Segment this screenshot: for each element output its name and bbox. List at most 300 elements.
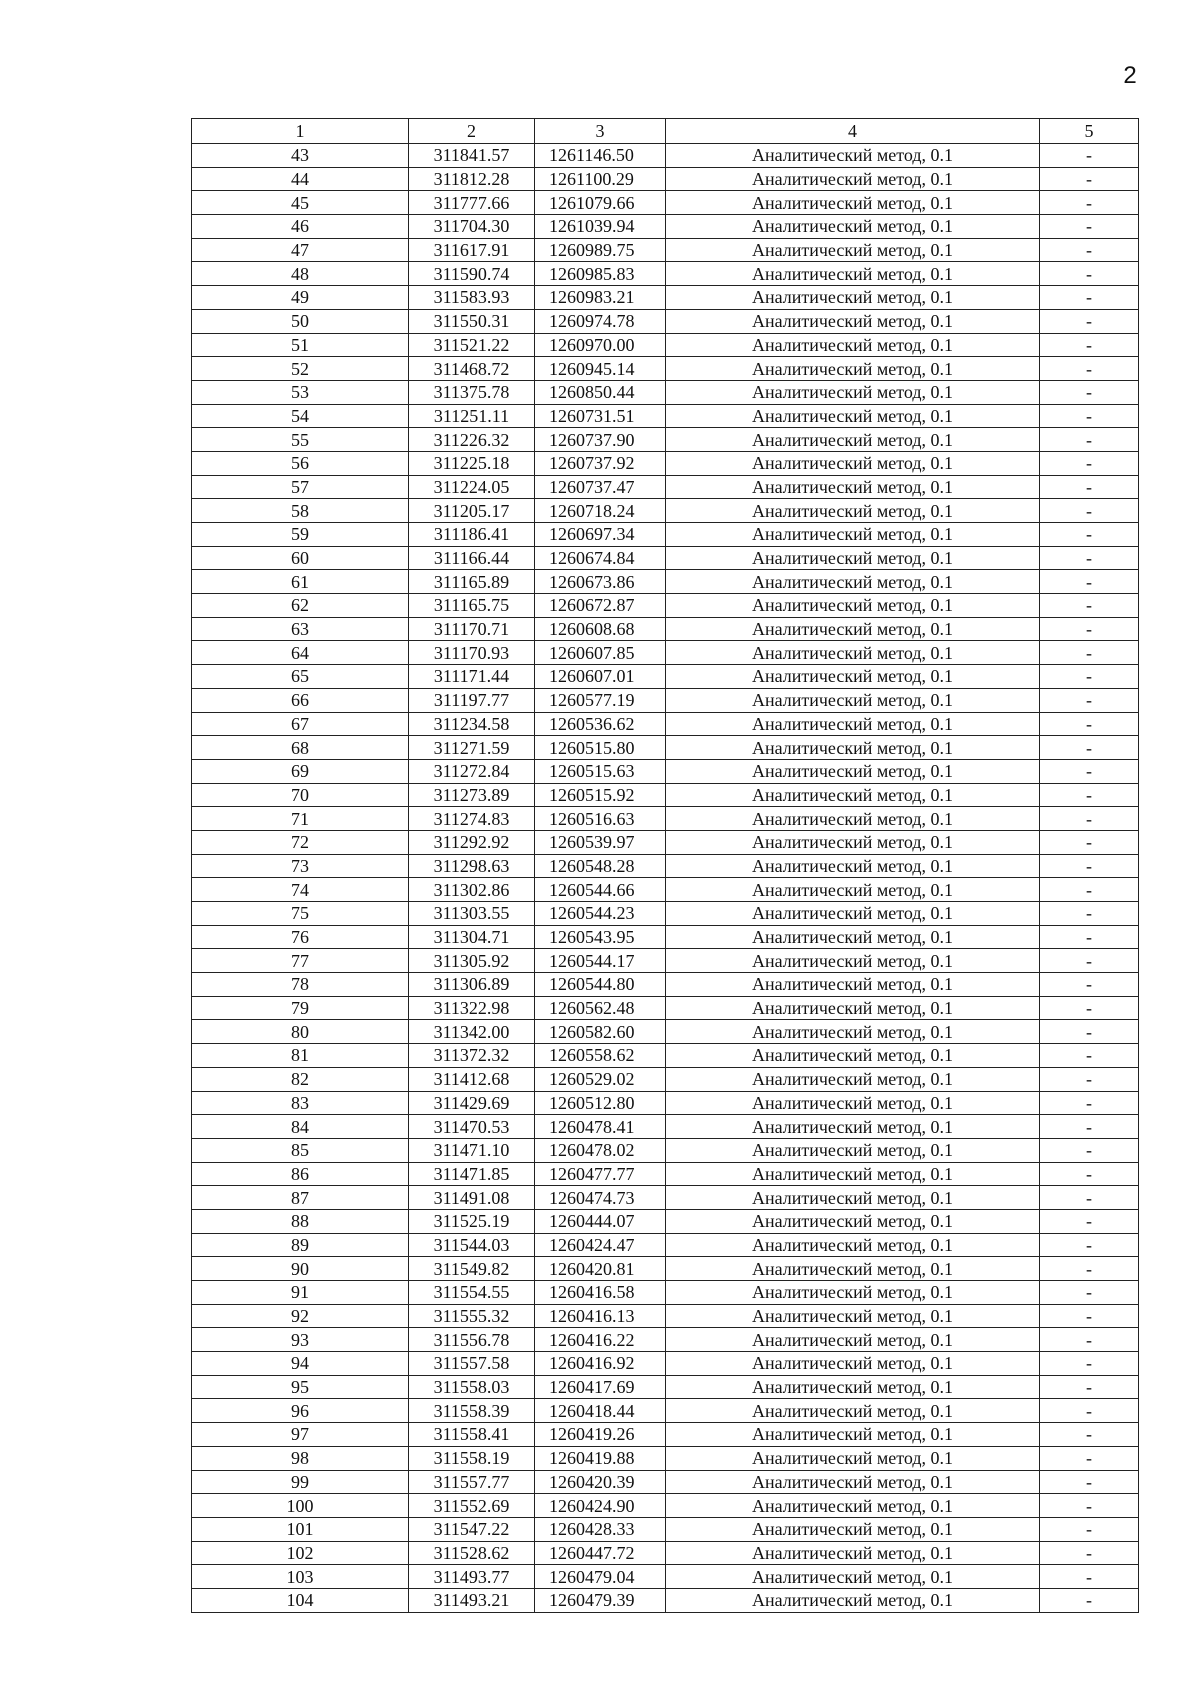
coordinate-x-cell: 311298.63 — [409, 854, 535, 878]
method-accuracy-cell: Аналитический метод, 0.1 — [666, 1020, 1040, 1044]
method-accuracy-cell: Аналитический метод, 0.1 — [666, 404, 1040, 428]
table-row — [192, 1446, 1139, 1470]
table-row — [192, 783, 1139, 807]
point-number-cell: 72 — [192, 830, 409, 854]
coordinate-x-cell: 311342.00 — [409, 1020, 535, 1044]
coordinate-x-cell: 311226.32 — [409, 428, 535, 452]
point-number-cell: 83 — [192, 1091, 409, 1115]
coordinate-x-cell: 311375.78 — [409, 380, 535, 404]
point-number-cell: 50 — [192, 309, 409, 333]
note-cell: - — [1040, 1565, 1139, 1589]
coordinate-y-cell: 1260424.90 — [535, 1494, 666, 1518]
method-accuracy-cell: Аналитический метод, 0.1 — [666, 902, 1040, 926]
note-cell: - — [1040, 736, 1139, 760]
point-number-cell: 85 — [192, 1138, 409, 1162]
point-number-cell: 96 — [192, 1399, 409, 1423]
method-accuracy-cell: Аналитический метод, 0.1 — [666, 925, 1040, 949]
coordinate-x-cell: 311197.77 — [409, 688, 535, 712]
method-accuracy-cell: Аналитический метод, 0.1 — [666, 1375, 1040, 1399]
coordinate-x-cell: 311525.19 — [409, 1209, 535, 1233]
point-number-cell: 65 — [192, 665, 409, 689]
coordinate-y-cell: 1260718.24 — [535, 499, 666, 523]
coordinate-x-cell: 311471.10 — [409, 1138, 535, 1162]
point-number-cell: 104 — [192, 1588, 409, 1612]
coordinate-y-cell: 1261039.94 — [535, 215, 666, 239]
note-cell: - — [1040, 949, 1139, 973]
method-accuracy-cell: Аналитический метод, 0.1 — [666, 570, 1040, 594]
coordinate-y-cell: 1260562.48 — [535, 996, 666, 1020]
table-row — [192, 570, 1139, 594]
method-accuracy-cell: Аналитический метод, 0.1 — [666, 617, 1040, 641]
note-cell: - — [1040, 1494, 1139, 1518]
method-accuracy-cell: Аналитический метод, 0.1 — [666, 1423, 1040, 1447]
method-accuracy-cell: Аналитический метод, 0.1 — [666, 357, 1040, 381]
table-row — [192, 475, 1139, 499]
coordinate-y-cell: 1260985.83 — [535, 262, 666, 286]
method-accuracy-cell: Аналитический метод, 0.1 — [666, 594, 1040, 618]
coordinate-y-cell: 1260983.21 — [535, 286, 666, 310]
coordinate-y-cell: 1260416.13 — [535, 1304, 666, 1328]
point-number-cell: 97 — [192, 1423, 409, 1447]
coordinate-y-cell: 1261079.66 — [535, 191, 666, 215]
point-number-cell: 88 — [192, 1209, 409, 1233]
table-row — [192, 854, 1139, 878]
note-cell: - — [1040, 759, 1139, 783]
note-cell: - — [1040, 712, 1139, 736]
coordinate-y-cell: 1260479.39 — [535, 1588, 666, 1612]
point-number-cell: 102 — [192, 1541, 409, 1565]
note-cell: - — [1040, 902, 1139, 926]
table-row — [192, 1470, 1139, 1494]
coordinate-y-cell: 1260428.33 — [535, 1517, 666, 1541]
point-number-cell: 64 — [192, 641, 409, 665]
coordinate-x-cell: 311547.22 — [409, 1517, 535, 1541]
coordinate-y-cell: 1260737.47 — [535, 475, 666, 499]
table-row — [192, 167, 1139, 191]
note-cell: - — [1040, 925, 1139, 949]
point-number-cell: 57 — [192, 475, 409, 499]
method-accuracy-cell: Аналитический метод, 0.1 — [666, 641, 1040, 665]
coordinate-x-cell: 311224.05 — [409, 475, 535, 499]
coordinate-x-cell: 311165.89 — [409, 570, 535, 594]
note-cell: - — [1040, 357, 1139, 381]
point-number-cell: 45 — [192, 191, 409, 215]
point-number-cell: 100 — [192, 1494, 409, 1518]
note-cell: - — [1040, 1067, 1139, 1091]
point-number-cell: 79 — [192, 996, 409, 1020]
coordinate-x-cell: 311171.44 — [409, 665, 535, 689]
column-header: 5 — [1040, 119, 1139, 144]
point-number-cell: 90 — [192, 1257, 409, 1281]
coordinate-x-cell: 311558.19 — [409, 1446, 535, 1470]
method-accuracy-cell: Аналитический метод, 0.1 — [666, 854, 1040, 878]
method-accuracy-cell: Аналитический метод, 0.1 — [666, 191, 1040, 215]
coordinate-x-cell: 311205.17 — [409, 499, 535, 523]
point-number-cell: 87 — [192, 1186, 409, 1210]
coordinate-y-cell: 1260673.86 — [535, 570, 666, 594]
coordinate-y-cell: 1260444.07 — [535, 1209, 666, 1233]
coordinate-y-cell: 1260536.62 — [535, 712, 666, 736]
method-accuracy-cell: Аналитический метод, 0.1 — [666, 1281, 1040, 1305]
point-number-cell: 76 — [192, 925, 409, 949]
table-row — [192, 1044, 1139, 1068]
method-accuracy-cell: Аналитический метод, 0.1 — [666, 1209, 1040, 1233]
coordinate-y-cell: 1260737.90 — [535, 428, 666, 452]
coordinate-x-cell: 311557.77 — [409, 1470, 535, 1494]
method-accuracy-cell: Аналитический метод, 0.1 — [666, 333, 1040, 357]
method-accuracy-cell: Аналитический метод, 0.1 — [666, 665, 1040, 689]
point-number-cell: 49 — [192, 286, 409, 310]
coordinate-y-cell: 1261146.50 — [535, 144, 666, 168]
method-accuracy-cell: Аналитический метод, 0.1 — [666, 167, 1040, 191]
method-accuracy-cell: Аналитический метод, 0.1 — [666, 238, 1040, 262]
coordinate-y-cell: 1260416.58 — [535, 1281, 666, 1305]
table-row — [192, 1115, 1139, 1139]
coordinate-x-cell: 311165.75 — [409, 594, 535, 618]
method-accuracy-cell: Аналитический метод, 0.1 — [666, 1257, 1040, 1281]
note-cell: - — [1040, 475, 1139, 499]
column-header: 2 — [409, 119, 535, 144]
method-accuracy-cell: Аналитический метод, 0.1 — [666, 807, 1040, 831]
note-cell: - — [1040, 191, 1139, 215]
note-cell: - — [1040, 1588, 1139, 1612]
note-cell: - — [1040, 594, 1139, 618]
coordinate-x-cell: 311471.85 — [409, 1162, 535, 1186]
point-number-cell: 77 — [192, 949, 409, 973]
coordinate-y-cell: 1260515.92 — [535, 783, 666, 807]
table-row — [192, 1257, 1139, 1281]
note-cell: - — [1040, 1186, 1139, 1210]
coordinate-y-cell: 1260989.75 — [535, 238, 666, 262]
coordinate-x-cell: 311549.82 — [409, 1257, 535, 1281]
method-accuracy-cell: Аналитический метод, 0.1 — [666, 1446, 1040, 1470]
coordinate-x-cell: 311558.39 — [409, 1399, 535, 1423]
point-number-cell: 71 — [192, 807, 409, 831]
method-accuracy-cell: Аналитический метод, 0.1 — [666, 949, 1040, 973]
point-number-cell: 91 — [192, 1281, 409, 1305]
point-number-cell: 82 — [192, 1067, 409, 1091]
coordinate-y-cell: 1260512.80 — [535, 1091, 666, 1115]
coordinate-x-cell: 311372.32 — [409, 1044, 535, 1068]
note-cell: - — [1040, 1233, 1139, 1257]
method-accuracy-cell: Аналитический метод, 0.1 — [666, 973, 1040, 997]
coordinate-y-cell: 1260515.63 — [535, 759, 666, 783]
coordinate-x-cell: 311468.72 — [409, 357, 535, 381]
table-row — [192, 1399, 1139, 1423]
table-row — [192, 380, 1139, 404]
coordinate-x-cell: 311493.77 — [409, 1565, 535, 1589]
note-cell: - — [1040, 1020, 1139, 1044]
note-cell: - — [1040, 1328, 1139, 1352]
coordinate-y-cell: 1260419.88 — [535, 1446, 666, 1470]
table-row — [192, 499, 1139, 523]
coordinate-y-cell: 1260608.68 — [535, 617, 666, 641]
coordinate-x-cell: 311841.57 — [409, 144, 535, 168]
table-row — [192, 523, 1139, 547]
coordinate-y-cell: 1260672.87 — [535, 594, 666, 618]
note-cell: - — [1040, 380, 1139, 404]
note-cell: - — [1040, 1162, 1139, 1186]
table-row — [192, 333, 1139, 357]
method-accuracy-cell: Аналитический метод, 0.1 — [666, 1138, 1040, 1162]
method-accuracy-cell: Аналитический метод, 0.1 — [666, 428, 1040, 452]
coordinate-x-cell: 311225.18 — [409, 451, 535, 475]
note-cell: - — [1040, 1375, 1139, 1399]
coordinate-x-cell: 311558.41 — [409, 1423, 535, 1447]
coordinate-x-cell: 311273.89 — [409, 783, 535, 807]
table-row — [192, 712, 1139, 736]
table-row — [192, 1091, 1139, 1115]
method-accuracy-cell: Аналитический метод, 0.1 — [666, 1541, 1040, 1565]
coordinate-x-cell: 311493.21 — [409, 1588, 535, 1612]
coordinate-y-cell: 1260577.19 — [535, 688, 666, 712]
method-accuracy-cell: Аналитический метод, 0.1 — [666, 830, 1040, 854]
note-cell: - — [1040, 1423, 1139, 1447]
coordinate-y-cell: 1260529.02 — [535, 1067, 666, 1091]
coordinate-y-cell: 1260478.41 — [535, 1115, 666, 1139]
table-row — [192, 594, 1139, 618]
table-row — [192, 665, 1139, 689]
table-row — [192, 1494, 1139, 1518]
note-cell: - — [1040, 286, 1139, 310]
point-number-cell: 60 — [192, 546, 409, 570]
table-row — [192, 925, 1139, 949]
coordinate-y-cell: 1260539.97 — [535, 830, 666, 854]
note-cell: - — [1040, 1044, 1139, 1068]
table-row — [192, 286, 1139, 310]
point-number-cell: 54 — [192, 404, 409, 428]
method-accuracy-cell: Аналитический метод, 0.1 — [666, 1352, 1040, 1376]
table-body — [192, 144, 1139, 1613]
column-header: 3 — [535, 119, 666, 144]
column-header: 1 — [192, 119, 409, 144]
note-cell: - — [1040, 665, 1139, 689]
note-cell: - — [1040, 1091, 1139, 1115]
point-number-cell: 69 — [192, 759, 409, 783]
coordinate-x-cell: 311617.91 — [409, 238, 535, 262]
table-row — [192, 1020, 1139, 1044]
table-row — [192, 215, 1139, 239]
point-number-cell: 70 — [192, 783, 409, 807]
method-accuracy-cell: Аналитический метод, 0.1 — [666, 1304, 1040, 1328]
method-accuracy-cell: Аналитический метод, 0.1 — [666, 1399, 1040, 1423]
coordinate-x-cell: 311812.28 — [409, 167, 535, 191]
coordinate-y-cell: 1260544.17 — [535, 949, 666, 973]
coordinate-x-cell: 311170.71 — [409, 617, 535, 641]
coordinate-x-cell: 311412.68 — [409, 1067, 535, 1091]
table-row — [192, 1517, 1139, 1541]
coordinate-x-cell: 311429.69 — [409, 1091, 535, 1115]
point-number-cell: 103 — [192, 1565, 409, 1589]
point-number-cell: 101 — [192, 1517, 409, 1541]
method-accuracy-cell: Аналитический метод, 0.1 — [666, 144, 1040, 168]
note-cell: - — [1040, 617, 1139, 641]
point-number-cell: 98 — [192, 1446, 409, 1470]
method-accuracy-cell: Аналитический метод, 0.1 — [666, 451, 1040, 475]
coordinate-y-cell: 1260418.44 — [535, 1399, 666, 1423]
coordinate-y-cell: 1260417.69 — [535, 1375, 666, 1399]
point-number-cell: 43 — [192, 144, 409, 168]
coordinate-y-cell: 1260543.95 — [535, 925, 666, 949]
note-cell: - — [1040, 499, 1139, 523]
note-cell: - — [1040, 1352, 1139, 1376]
coordinate-y-cell: 1260731.51 — [535, 404, 666, 428]
table-row — [192, 641, 1139, 665]
point-number-cell: 74 — [192, 878, 409, 902]
coordinate-x-cell: 311274.83 — [409, 807, 535, 831]
coordinate-y-cell: 1260850.44 — [535, 380, 666, 404]
coordinate-y-cell: 1261100.29 — [535, 167, 666, 191]
coordinates-table — [191, 118, 1139, 1613]
method-accuracy-cell: Аналитический метод, 0.1 — [666, 736, 1040, 760]
method-accuracy-cell: Аналитический метод, 0.1 — [666, 546, 1040, 570]
note-cell: - — [1040, 973, 1139, 997]
point-number-cell: 94 — [192, 1352, 409, 1376]
coordinate-x-cell: 311590.74 — [409, 262, 535, 286]
coordinate-x-cell: 311470.53 — [409, 1115, 535, 1139]
note-cell: - — [1040, 688, 1139, 712]
method-accuracy-cell: Аналитический метод, 0.1 — [666, 286, 1040, 310]
method-accuracy-cell: Аналитический метод, 0.1 — [666, 499, 1040, 523]
method-accuracy-cell: Аналитический метод, 0.1 — [666, 1588, 1040, 1612]
table-row — [192, 736, 1139, 760]
coordinate-y-cell: 1260416.92 — [535, 1352, 666, 1376]
note-cell: - — [1040, 1304, 1139, 1328]
table-row — [192, 1423, 1139, 1447]
point-number-cell: 73 — [192, 854, 409, 878]
coordinate-y-cell: 1260544.80 — [535, 973, 666, 997]
coordinate-x-cell: 311166.44 — [409, 546, 535, 570]
table-row — [192, 1541, 1139, 1565]
note-cell: - — [1040, 1541, 1139, 1565]
note-cell: - — [1040, 641, 1139, 665]
method-accuracy-cell: Аналитический метод, 0.1 — [666, 1233, 1040, 1257]
method-accuracy-cell: Аналитический метод, 0.1 — [666, 878, 1040, 902]
table-row — [192, 949, 1139, 973]
point-number-cell: 52 — [192, 357, 409, 381]
table-row — [192, 688, 1139, 712]
note-cell: - — [1040, 144, 1139, 168]
coordinate-x-cell: 311491.08 — [409, 1186, 535, 1210]
coordinate-x-cell: 311305.92 — [409, 949, 535, 973]
coordinate-y-cell: 1260477.77 — [535, 1162, 666, 1186]
coordinate-x-cell: 311704.30 — [409, 215, 535, 239]
table-row — [192, 1281, 1139, 1305]
point-number-cell: 66 — [192, 688, 409, 712]
table-row — [192, 428, 1139, 452]
coordinate-x-cell: 311304.71 — [409, 925, 535, 949]
coordinate-y-cell: 1260479.04 — [535, 1565, 666, 1589]
note-cell: - — [1040, 1257, 1139, 1281]
table-row — [192, 357, 1139, 381]
coordinate-x-cell: 311550.31 — [409, 309, 535, 333]
coordinate-x-cell: 311558.03 — [409, 1375, 535, 1399]
point-number-cell: 75 — [192, 902, 409, 926]
method-accuracy-cell: Аналитический метод, 0.1 — [666, 380, 1040, 404]
method-accuracy-cell: Аналитический метод, 0.1 — [666, 523, 1040, 547]
method-accuracy-cell: Аналитический метод, 0.1 — [666, 688, 1040, 712]
coordinate-y-cell: 1260474.73 — [535, 1186, 666, 1210]
point-number-cell: 56 — [192, 451, 409, 475]
note-cell: - — [1040, 215, 1139, 239]
coordinate-x-cell: 311251.11 — [409, 404, 535, 428]
point-number-cell: 95 — [192, 1375, 409, 1399]
coordinate-x-cell: 311302.86 — [409, 878, 535, 902]
note-cell: - — [1040, 1399, 1139, 1423]
method-accuracy-cell: Аналитический метод, 0.1 — [666, 1115, 1040, 1139]
table-row — [192, 1588, 1139, 1612]
note-cell: - — [1040, 404, 1139, 428]
point-number-cell: 55 — [192, 428, 409, 452]
table-row — [192, 1162, 1139, 1186]
coordinate-y-cell: 1260970.00 — [535, 333, 666, 357]
coordinate-y-cell: 1260516.63 — [535, 807, 666, 831]
method-accuracy-cell: Аналитический метод, 0.1 — [666, 1494, 1040, 1518]
note-cell: - — [1040, 333, 1139, 357]
table-row — [192, 996, 1139, 1020]
coordinate-y-cell: 1260548.28 — [535, 854, 666, 878]
point-number-cell: 62 — [192, 594, 409, 618]
method-accuracy-cell: Аналитический метод, 0.1 — [666, 1517, 1040, 1541]
coordinate-x-cell: 311544.03 — [409, 1233, 535, 1257]
table-row — [192, 973, 1139, 997]
note-cell: - — [1040, 570, 1139, 594]
method-accuracy-cell: Аналитический метод, 0.1 — [666, 783, 1040, 807]
point-number-cell: 99 — [192, 1470, 409, 1494]
method-accuracy-cell: Аналитический метод, 0.1 — [666, 475, 1040, 499]
note-cell: - — [1040, 546, 1139, 570]
table-row — [192, 617, 1139, 641]
table-row — [192, 1233, 1139, 1257]
coordinate-y-cell: 1260478.02 — [535, 1138, 666, 1162]
coordinate-x-cell: 311186.41 — [409, 523, 535, 547]
coordinate-x-cell: 311528.62 — [409, 1541, 535, 1565]
note-cell: - — [1040, 428, 1139, 452]
point-number-cell: 67 — [192, 712, 409, 736]
coordinate-x-cell: 311292.92 — [409, 830, 535, 854]
coordinate-x-cell: 311552.69 — [409, 1494, 535, 1518]
method-accuracy-cell: Аналитический метод, 0.1 — [666, 759, 1040, 783]
coordinate-x-cell: 311555.32 — [409, 1304, 535, 1328]
point-number-cell: 48 — [192, 262, 409, 286]
coordinate-x-cell: 311521.22 — [409, 333, 535, 357]
coordinate-x-cell: 311557.58 — [409, 1352, 535, 1376]
note-cell: - — [1040, 1281, 1139, 1305]
note-cell: - — [1040, 830, 1139, 854]
table-row — [192, 1328, 1139, 1352]
table-row — [192, 830, 1139, 854]
method-accuracy-cell: Аналитический метод, 0.1 — [666, 996, 1040, 1020]
note-cell: - — [1040, 807, 1139, 831]
method-accuracy-cell: Аналитический метод, 0.1 — [666, 309, 1040, 333]
table-row — [192, 1304, 1139, 1328]
point-number-cell: 58 — [192, 499, 409, 523]
table-row — [192, 262, 1139, 286]
note-cell: - — [1040, 1517, 1139, 1541]
point-number-cell: 61 — [192, 570, 409, 594]
method-accuracy-cell: Аналитический метод, 0.1 — [666, 262, 1040, 286]
note-cell: - — [1040, 1446, 1139, 1470]
coordinate-x-cell: 311322.98 — [409, 996, 535, 1020]
coordinate-y-cell: 1260447.72 — [535, 1541, 666, 1565]
coordinate-y-cell: 1260974.78 — [535, 309, 666, 333]
table-row — [192, 1067, 1139, 1091]
note-cell: - — [1040, 854, 1139, 878]
coordinate-x-cell: 311303.55 — [409, 902, 535, 926]
point-number-cell: 51 — [192, 333, 409, 357]
point-number-cell: 46 — [192, 215, 409, 239]
coordinate-y-cell: 1260420.39 — [535, 1470, 666, 1494]
